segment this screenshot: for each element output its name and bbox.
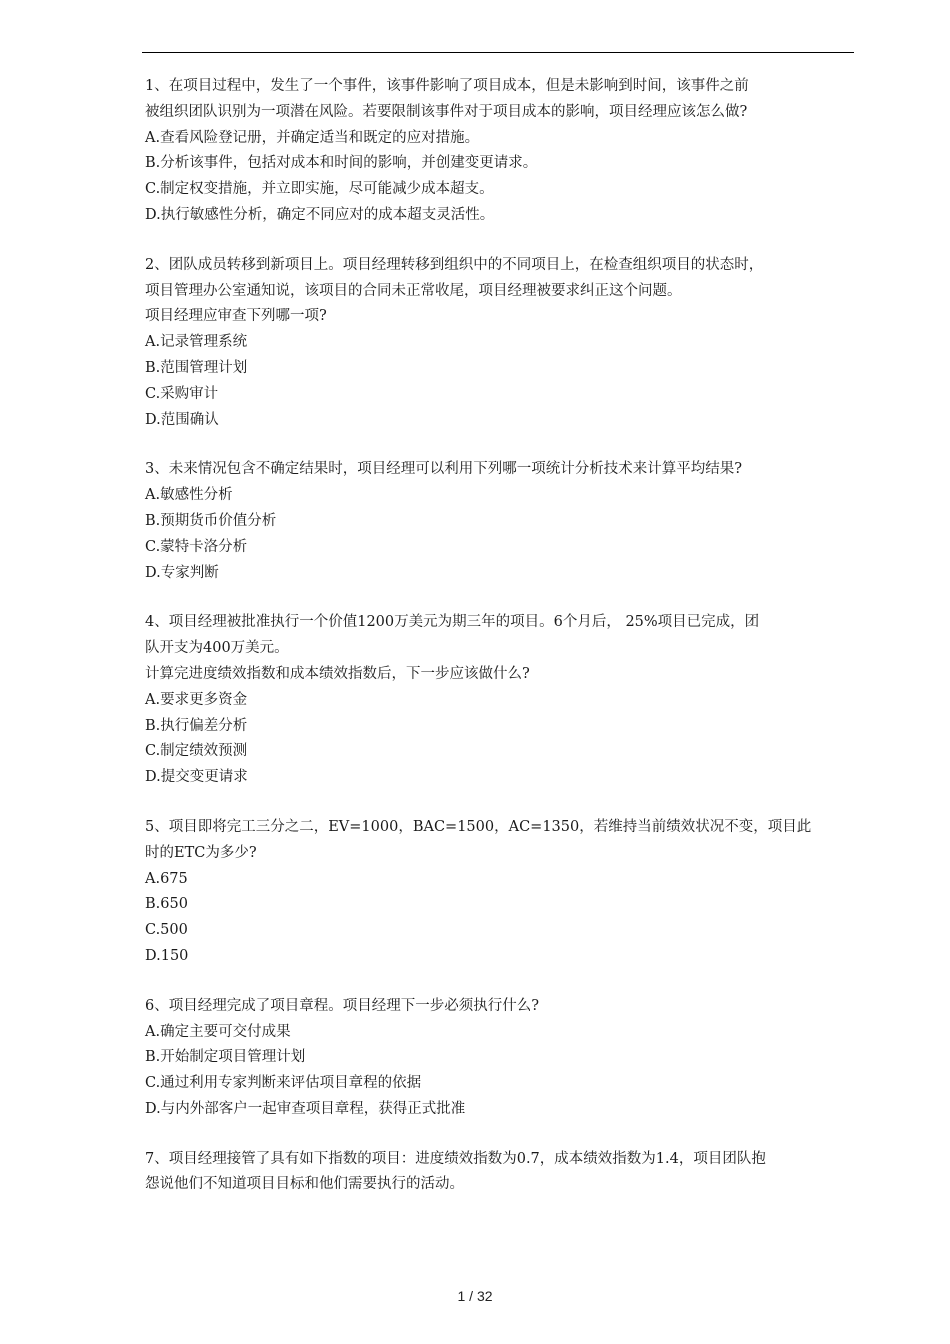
option-c: C.采购审计 bbox=[145, 385, 219, 402]
question-4 bbox=[145, 610, 857, 791]
question-stem-line: 1、在项目过程中，发生了一个事件，该事件影响了项目成本，但是未影响到时间，该事件之前 bbox=[145, 78, 749, 94]
page-number: 1 / 32 bbox=[457, 1288, 493, 1304]
question-5 bbox=[145, 815, 857, 970]
question-stem-line: 3、未来情况包含不确定结果时，项目经理可以利用下列哪一项统计分析技术来计算平均结果? bbox=[145, 461, 742, 478]
option-b: B.预期货币价值分析 bbox=[145, 512, 277, 529]
option-b: B.开始制定项目管理计划 bbox=[145, 1049, 306, 1066]
option-d: D.专家判断 bbox=[145, 564, 219, 581]
option-a: A.675 bbox=[145, 870, 188, 887]
option-a: A.记录管理系统 bbox=[145, 334, 248, 351]
question-stem-line: 被组织团队识别为一项潜在风险。若要限制该事件对于项目成本的影响，项目经理应该怎么做? bbox=[145, 103, 748, 120]
option-c: C.制定权变措施，并立即实施，尽可能减少成本超支。 bbox=[145, 181, 494, 198]
question-stem-line: 队开支为400万美元。 bbox=[145, 640, 289, 657]
question-stem-line: 2、团队成员转移到新项目上。项目经理转移到组织中的不同项目上，在检查组织项目的状态时， bbox=[145, 256, 764, 273]
question-3 bbox=[145, 457, 857, 586]
option-c: C.通过利用专家判断来评估项目章程的依据 bbox=[145, 1075, 422, 1092]
question-stem-line: 4、项目经理被批准执行一个价值1200万美元为期三年的项目。6个月后， 25%项目已完成，团 bbox=[145, 614, 760, 631]
question-6 bbox=[145, 994, 857, 1123]
option-a: A.要求更多资金 bbox=[145, 691, 248, 708]
question-stem-line: 项目经理应审查下列哪一项? bbox=[145, 308, 327, 325]
option-d: D.提交变更请求 bbox=[145, 769, 248, 786]
option-b: B.650 bbox=[145, 896, 188, 913]
option-d: D.与内外部客户一起审查项目章程，获得正式批准 bbox=[145, 1100, 466, 1117]
question-stem-line: 计算完进度绩效指数和成本绩效指数后，下一步应该做什么? bbox=[145, 665, 530, 682]
question-2 bbox=[145, 253, 857, 434]
option-b: B.执行偏差分析 bbox=[145, 717, 248, 734]
question-list bbox=[145, 74, 857, 1222]
option-b: B.分析该事件，包括对成本和时间的影响，并创建变更请求。 bbox=[145, 155, 538, 172]
option-a: A.查看风险登记册，并确定适当和既定的应对措施。 bbox=[145, 129, 480, 146]
option-c: C.制定绩效预测 bbox=[145, 743, 248, 760]
option-c: C.500 bbox=[145, 922, 188, 939]
question-stem-line: 5、项目即将完工三分之二，EV=1000，BAC=1500，AC=1350，若维持当前绩效状况不变，项目此 bbox=[145, 818, 812, 835]
option-a: A.确定主要可交付成果 bbox=[145, 1023, 291, 1040]
question-stem-line: 7、项目经理接管了具有如下指数的项目：进度绩效指数为0.7，成本绩效指数为1.4，项目团队抱 bbox=[145, 1150, 766, 1167]
question-stem-line: 项目管理办公室通知说，该项目的合同未正常收尾，项目经理被要求纠正这个问题。 bbox=[145, 282, 682, 299]
option-b: B.范围管理计划 bbox=[145, 359, 248, 376]
option-d: D.150 bbox=[145, 947, 189, 964]
question-1 bbox=[145, 74, 857, 229]
option-c: C.蒙特卡洛分析 bbox=[145, 538, 248, 555]
option-d: D.范围确认 bbox=[145, 411, 219, 428]
question-stem-line: 时的ETC为多少? bbox=[145, 844, 257, 861]
question-stem-line: 6、项目经理完成了项目章程。项目经理下一步必须执行什么? bbox=[145, 997, 539, 1014]
option-a: A.敏感性分析 bbox=[145, 487, 233, 504]
question-stem-line: 怨说他们不知道项目目标和他们需要执行的活动。 bbox=[145, 1176, 464, 1193]
question-7 bbox=[145, 1147, 857, 1199]
header-rule bbox=[142, 52, 854, 53]
option-d: D.执行敏感性分析，确定不同应对的成本超支灵活性。 bbox=[145, 206, 495, 223]
